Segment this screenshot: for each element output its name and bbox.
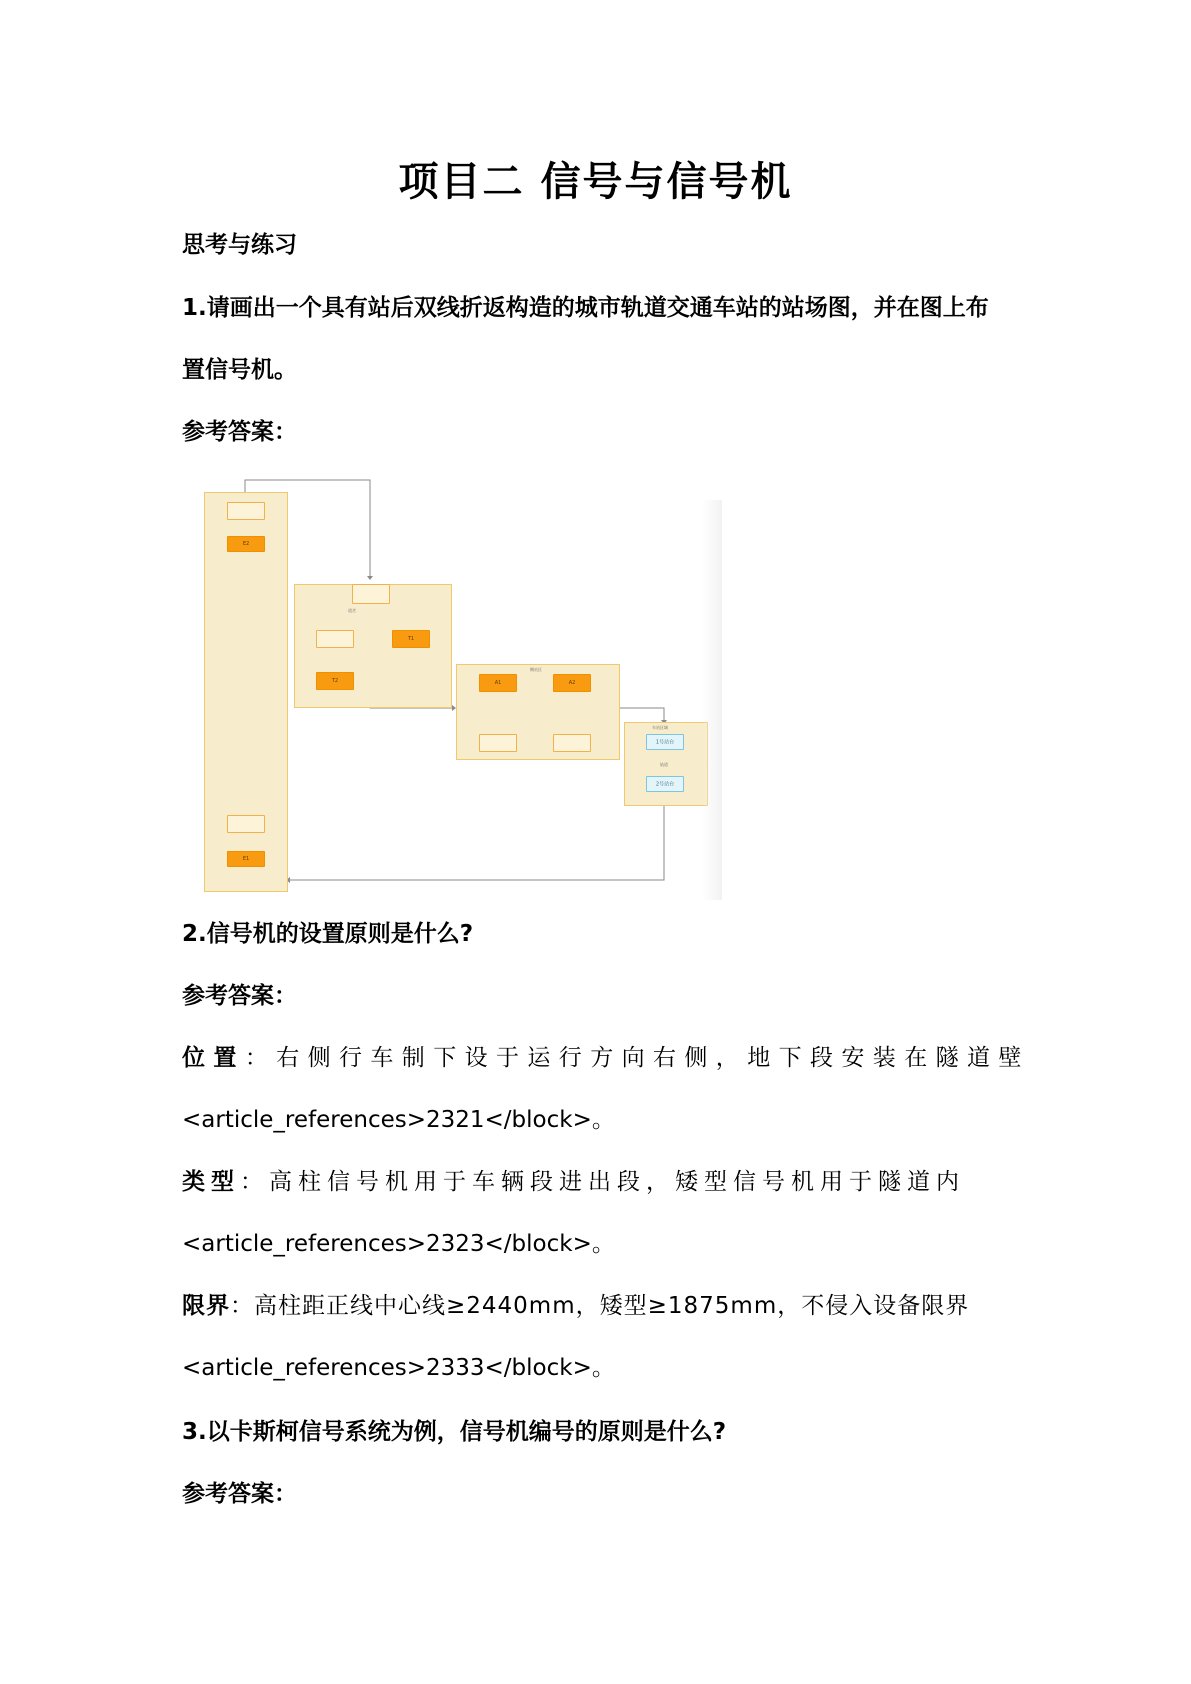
group-3-label: 侧站区 [530, 667, 542, 672]
diagram-box-platform-1 [646, 734, 684, 750]
item-position-label: 位置 [182, 1045, 245, 1071]
item-clearance-text: ：高柱距正线中心线≥2440mm，矮型≥1875mm，不侵入设备限界 [230, 1293, 970, 1319]
diagram-box-platform-2 [646, 776, 684, 792]
answer-item-type-ref: <article_references>2323</block>。 [182, 1231, 615, 1257]
answer-item-position-ref: <article_references>2321</block>。 [182, 1107, 615, 1133]
diagram-box-t2 [316, 672, 354, 690]
answer-label-3: 参考答案： [182, 1481, 297, 1507]
diagram-box-a1 [479, 674, 517, 692]
question-3: 3.以卡斯柯信号系统为例，信号机编号的原则是什么? [182, 1419, 727, 1445]
diagram-box-g2-top [352, 584, 390, 604]
diagram-box-g3-bottom-left [479, 734, 517, 752]
diagram-box-e2 [227, 536, 265, 552]
box-a2-label: A2 [568, 680, 576, 686]
diagram-box-top-left [227, 502, 265, 520]
diagram-box-e1 [227, 851, 265, 867]
item-position-text: ：右侧行车制下设于运行方向右侧，地下段安装在隧道壁 [244, 1045, 1030, 1071]
question-1-line-2: 置信号机。 [182, 357, 297, 383]
answer-label-1: 参考答案： [182, 419, 297, 445]
diagram-box-a2 [553, 674, 591, 692]
box-e1-label: E1 [242, 856, 250, 862]
diagram-edge-shadow [702, 500, 722, 900]
box-t2-label: T2 [331, 678, 339, 684]
box-t1-label: T1 [407, 636, 415, 642]
station-yard-diagram [182, 470, 722, 900]
diagram-box-g3-bottom-right [553, 734, 591, 752]
edge-label-2: 轨道 [660, 762, 668, 767]
question-1-line-1: 1.请画出一个具有站后双线折返构造的城市轨道交通车站的站场图，并在图上布 [182, 295, 989, 321]
box-a1-label: A1 [494, 680, 502, 686]
item-clearance-label: 限界 [182, 1293, 230, 1319]
page-title: 项目二 信号与信号机 [398, 159, 793, 205]
answer-item-type [182, 1163, 1022, 1196]
answer-item-position [182, 1039, 1030, 1072]
edge-label-1: 道岔 [348, 608, 356, 613]
item-type-label: 类型 [182, 1169, 240, 1195]
item-type-text: ：高柱信号机用于车辆段进出段，矮型信号机用于隧道内 [240, 1169, 965, 1195]
answer-item-clearance [182, 1287, 1022, 1320]
answer-label-2: 参考答案： [182, 983, 297, 1009]
diagram-box-t1 [392, 630, 430, 648]
diagram-box-bottom-left [227, 815, 265, 833]
platform-1-label: 1号站台 [655, 739, 675, 746]
answer-item-clearance-ref: <article_references>2333</block>。 [182, 1355, 615, 1381]
group-platform-label: 车站区域 [652, 725, 668, 730]
section-heading: 思考与练习 [182, 232, 297, 258]
diagram-box-g2-left [316, 630, 354, 648]
platform-2-label: 2号站台 [655, 781, 675, 788]
question-2: 2.信号机的设置原则是什么? [182, 921, 474, 947]
box-e2-label: E2 [242, 541, 250, 547]
